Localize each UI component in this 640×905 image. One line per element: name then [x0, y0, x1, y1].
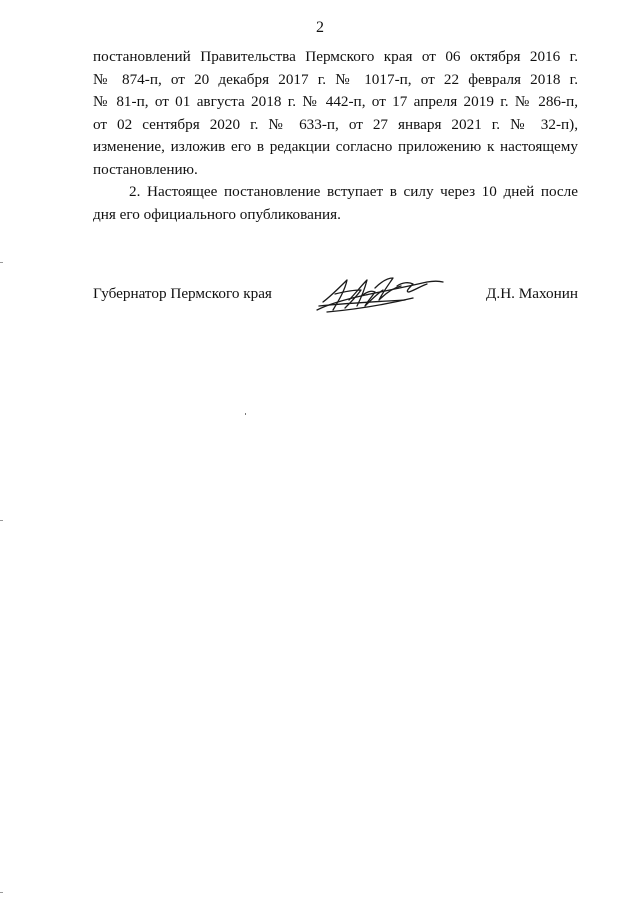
handwritten-signature	[309, 270, 449, 320]
paragraph-1-line: изменение, изложив его в редакции согласно приложению к настоящему	[93, 138, 578, 155]
paragraph-2-line: 2. Настоящее постановление вступает в силу через 10 дней после	[129, 183, 578, 200]
paragraph-1-line: № 81-п, от 01 августа 2018 г. № 442-п, от 17 апреля 2019 г. № 286-п,	[93, 93, 578, 110]
signer-title: Губернатор Пермского края	[93, 285, 272, 302]
paragraph-1-line: № 874-п, от 20 декабря 2017 г. № 1017-п, от 22 февраля 2018 г.	[93, 70, 578, 88]
paragraph-1-line: от 02 сентября 2020 г. № 633-п, от 27 января 2021 г. № 32-п),	[93, 115, 578, 133]
page-number: 2	[316, 19, 324, 36]
signature-block	[93, 284, 578, 324]
paragraph-1-line: постановлению.	[93, 160, 198, 178]
paragraph-1-line: постановлений Правительства Пермского края от 06 октября 2016 г.	[93, 48, 578, 65]
scan-edge-mark	[0, 262, 3, 263]
scan-edge-mark	[0, 520, 3, 521]
document-body	[93, 46, 578, 226]
signer-name: Д.Н. Махонин	[486, 285, 578, 302]
paragraph-2-line: дня его официального опубликования.	[93, 205, 341, 223]
scan-edge-mark	[0, 892, 3, 893]
scan-speck	[245, 413, 246, 415]
